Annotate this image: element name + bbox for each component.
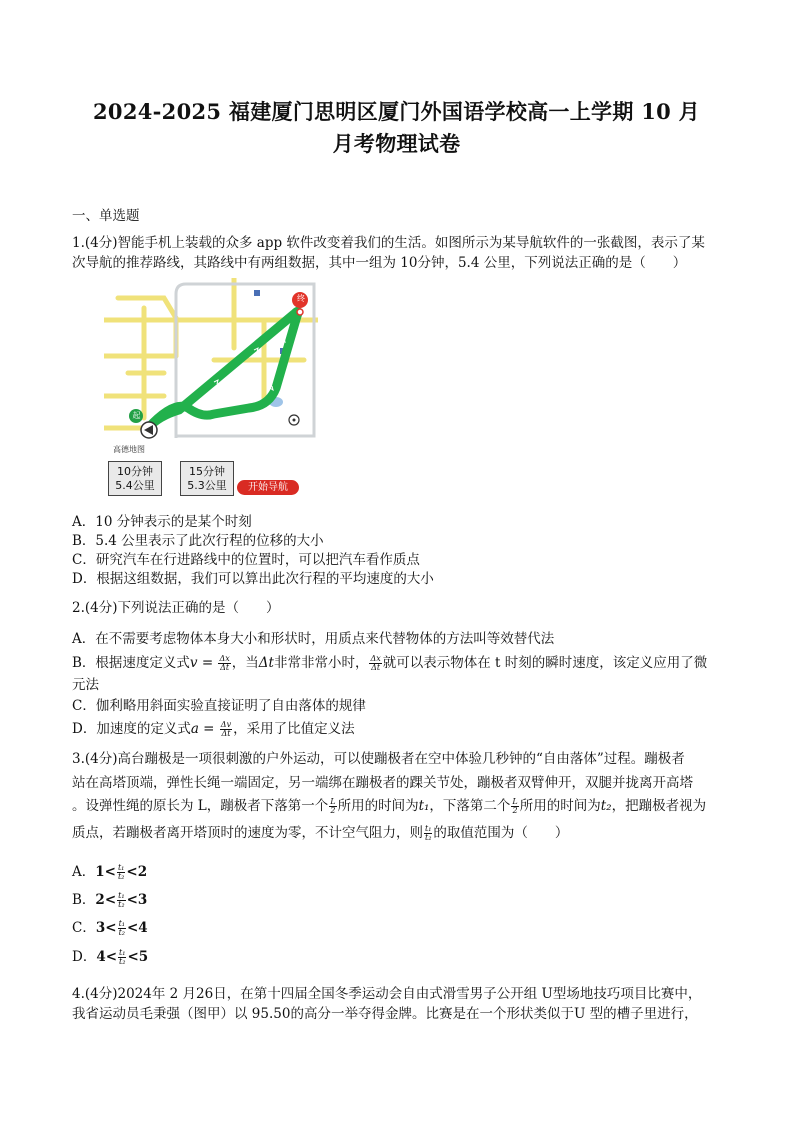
card1-time: 10分钟: [117, 465, 153, 478]
half-length-fraction: $\frac{L}{2}$: [330, 797, 336, 815]
q2-option-b-line-1: B．根据速度定义式v = $\frac{\Delta x}{\Delta t}$ ，当Δt非常非常小时， $\frac{\Delta x}{\Delta t}$ 就可以表示物体在 t 时刻的瞬时速度，该定义应用了微: [72, 654, 708, 672]
card1-distance: 5.4公里: [115, 479, 155, 492]
time-ratio-fraction: $\frac{\text{t₁}}{\text{t₂}}$: [425, 824, 432, 842]
start-navigation-button[interactable]: 开始导航: [237, 480, 299, 495]
route-option-card-2[interactable]: [180, 461, 234, 496]
q3-line-4: 质点，若蹦极者离开塔顶时的速度为零，不计空气阻力，则 $\frac{\text{t₁}}{\text{t₂}}$ 的取值范围为（ ）: [72, 824, 569, 842]
q1-stem-line-2: 次导航的推荐路线，其路线中有两组数据，其中一组为 10分钟，5.4 公里，下列说法正确的是（ ）: [72, 255, 687, 271]
q2-option-b-line-2: 元法: [72, 677, 99, 693]
half-length-fraction-2: $\frac{L}{2}$: [512, 797, 518, 815]
q4-line-2: 我省运动员毛秉强（图甲）以 95.50的高分一举夺得金牌。比赛是在一个形状类似于U 型的槽子里进行，: [72, 1006, 698, 1022]
q1-option-b: B．5.4 公里表示了此次行程的位移的大小: [72, 533, 324, 549]
map-logo-text: 高德地图: [113, 445, 145, 454]
q1-stem-line-1: 1.(4分)智能手机上装载的众多 app 软件改变着我们的生活。如图所示为某导航软件的一张截图，表示了某: [72, 235, 705, 251]
title-line-2: 月考物理试卷: [332, 131, 461, 156]
q2-option-a: A．在不需要考虑物体本身大小和形状时，用质点来代替物体的方法叫等效替代法: [72, 631, 555, 647]
route-option-card-1[interactable]: [108, 461, 162, 496]
map-marker-1: [254, 290, 260, 296]
card2-time: 15分钟: [189, 465, 225, 478]
card2-distance: 5.3公里: [187, 479, 227, 492]
velocity-fraction-2: $\frac{\Delta x}{\Delta t}$: [370, 654, 381, 672]
q3-line-2: 站在高塔顶端，弹性长绳一端固定，另一端绑在蹦极者的踝关节处，蹦极者双臂伸开，双腿并拢离开高塔: [72, 775, 693, 791]
q2-option-d: D．加速度的定义式a = $\frac{\Delta v}{\Delta t}$ ，采用了比值定义法: [72, 720, 355, 738]
velocity-fraction: $\frac{\Delta x}{\Delta t}$: [219, 654, 230, 672]
q1-option-c: C．研究汽车在行进路线中的位置时，可以把汽车看作质点: [72, 552, 420, 568]
q3-option-d: D．4< $\frac{\text{t₁}}{\text{t₂}}$ <5: [72, 948, 149, 966]
title-line-1: 2024-2025 福建厦门思明区厦门外国语学校高一上学期 10 月: [93, 99, 700, 124]
q1-option-a: A．10 分钟表示的是某个时刻: [72, 514, 252, 530]
q2-option-c: C．伽利略用斜面实验直接证明了自由落体的规律: [72, 698, 366, 714]
q3-option-c: C．3< $\frac{\text{t₁}}{\text{t₂}}$ <4: [72, 919, 148, 937]
q1-option-d: D．根据这组数据，我们可以算出此次行程的平均速度的大小: [72, 571, 434, 587]
acceleration-fraction: $\frac{\Delta v}{\Delta t}$: [220, 720, 232, 738]
section-heading: 一、单选题: [72, 208, 140, 224]
q2-stem: 2.(4分)下列说法正确的是（ ）: [72, 600, 280, 616]
end-marker-label: 终: [297, 294, 305, 303]
start-marker-label: 起: [132, 411, 141, 420]
q4-line-1: 4.(4分)2024年 2 月26日，在第十四届全国冬季运动会自由式滑雪男子公开组 U型场地技巧项目比赛中，: [72, 986, 702, 1002]
q3-line-3: 。设弹性绳的原长为 L，蹦极者下落第一个 $\frac{L}{2}$ 所用的时间为t₁，下落第二个 $\frac{L}{2}$ 所用的时间为t₂，把蹦极者视为: [72, 797, 707, 815]
q3-option-a: A．1< $\frac{\text{t₁}}{\text{t₂}}$ <2: [72, 863, 148, 881]
exam-title: [70, 96, 723, 160]
q3-line-1: 3.(4分)高台蹦极是一项很刺激的户外运动，可以使蹦极者在空中体验几秒钟的“自由落体”过程。蹦极者: [72, 751, 685, 767]
q3-option-b: B．2< $\frac{\text{t₁}}{\text{t₂}}$ <3: [72, 891, 148, 909]
